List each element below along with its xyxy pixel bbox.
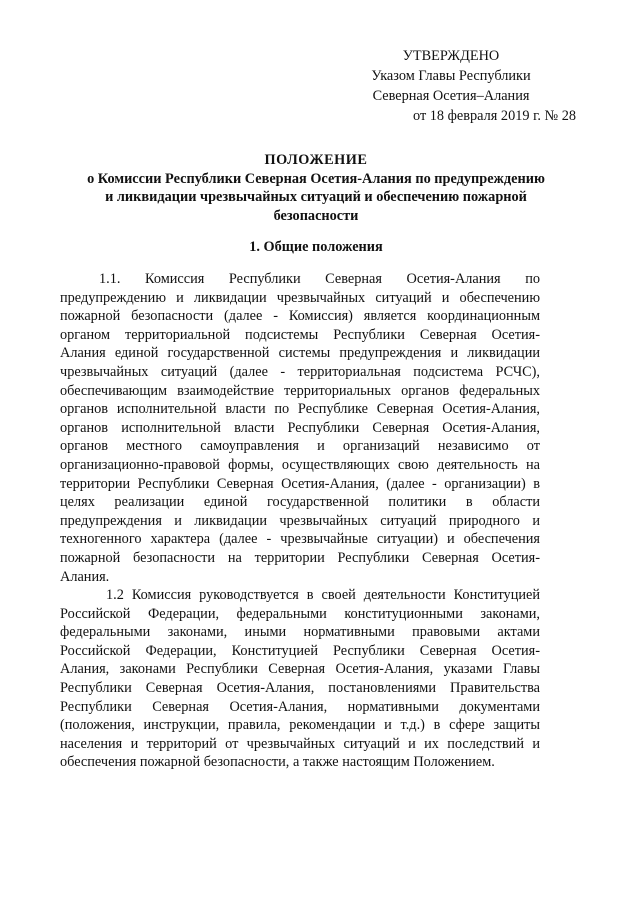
paragraph-line: территории Республики Северная Осетия-Алания, (далее - организации) в	[60, 475, 540, 492]
paragraph-line: Алания.	[60, 568, 110, 585]
paragraph-line: пожарной безопасности на территории Республики Северная Осетия-	[60, 549, 540, 566]
paragraph-line: Республики Северная Осетия-Алания, нормативными документами	[60, 698, 540, 715]
paragraph-line: предупреждения и ликвидации чрезвычайных ситуаций природного и	[60, 512, 540, 529]
paragraph-line: Республики Северная Осетия-Алания, постановлениями Правительства	[60, 680, 540, 697]
approval-label: УТВЕРЖДЕНО	[402, 48, 500, 64]
paragraph-line: целях реализации единой государственной политики в области	[60, 494, 540, 511]
document-body	[60, 270, 540, 772]
paragraph-line: Российской Федерации, Конституцией Республики Северная Осетия-	[60, 642, 540, 659]
paragraph-line: федеральными законами, иными нормативными правовыми актами	[60, 624, 540, 641]
paragraph-line: органом территориальной подсистемы Республики Северная Осетия-	[60, 326, 540, 343]
paragraph-line: пожарной безопасности (далее - Комиссия) является координационным	[60, 308, 540, 325]
paragraph-line: обеспечения пожарной безопасности, а также настоящим Положением.	[60, 754, 495, 771]
approval-republic: Северная Осетия–Алания	[372, 88, 530, 104]
paragraph-line: Российской Федерации, федеральными конституционными законами,	[60, 605, 540, 622]
document-subtitle-line-3: безопасности	[273, 207, 359, 224]
paragraph-line: органов исполнительной власти по Республике Северная Осетия-Алания,	[60, 401, 540, 418]
approval-date: от 18 февраля 2019 г. № 28	[413, 108, 576, 124]
paragraph-line: органов местного самоуправления и организаций независимо от	[60, 438, 540, 455]
paragraph-line: (положения, инструкции, правила, рекомендации и т.д.) в сфере защиты	[60, 717, 540, 734]
document-subtitle-line-2: и ликвидации чрезвычайных ситуаций и обеспечению пожарной	[105, 189, 527, 205]
approval-decree: Указом Главы Республики	[371, 68, 531, 84]
section-heading: 1. Общие положения	[249, 239, 383, 255]
document-subtitle-line-1: о Комиссии Республики Северная Осетия-Алания по предупреждению	[87, 170, 545, 187]
document-title: ПОЛОЖЕНИЕ	[264, 152, 368, 168]
document-title-block	[70, 151, 562, 225]
paragraph-line: населения и территорий от чрезвычайных ситуаций и их последствий и	[60, 735, 540, 752]
paragraph-line: организационно-правовой формы, осуществляющих свою деятельность на	[60, 456, 540, 473]
paragraph-1-1	[60, 270, 540, 586]
paragraph-1-2	[60, 586, 540, 772]
paragraph-line: техногенного характера (далее - чрезвычайные ситуации) и обеспечения	[60, 531, 540, 548]
paragraph-line: обеспечивающим взаимодействие территориальных органов федеральных	[60, 382, 540, 399]
paragraph-line: предупреждению и ликвидации чрезвычайных ситуаций и обеспечению	[60, 289, 540, 306]
paragraph-line: Алания, законами Республики Северная Осетия-Алания, указами Главы	[60, 661, 540, 678]
paragraph-line: 1.2 Комиссия руководствуется в своей деятельности Конституцией	[106, 587, 540, 604]
paragraph-line: органов исполнительной власти Республики Северная Осетия-Алания,	[60, 419, 540, 436]
paragraph-line: 1.1. Комиссия Республики Северная Осетия-Алания по	[99, 271, 540, 287]
approval-stamp	[326, 46, 576, 126]
paragraph-line: чрезвычайных ситуаций (далее - территориальная подсистема РСЧС),	[60, 363, 540, 380]
paragraph-line: Алания единой государственной системы предупреждения и ликвидации	[60, 345, 540, 362]
